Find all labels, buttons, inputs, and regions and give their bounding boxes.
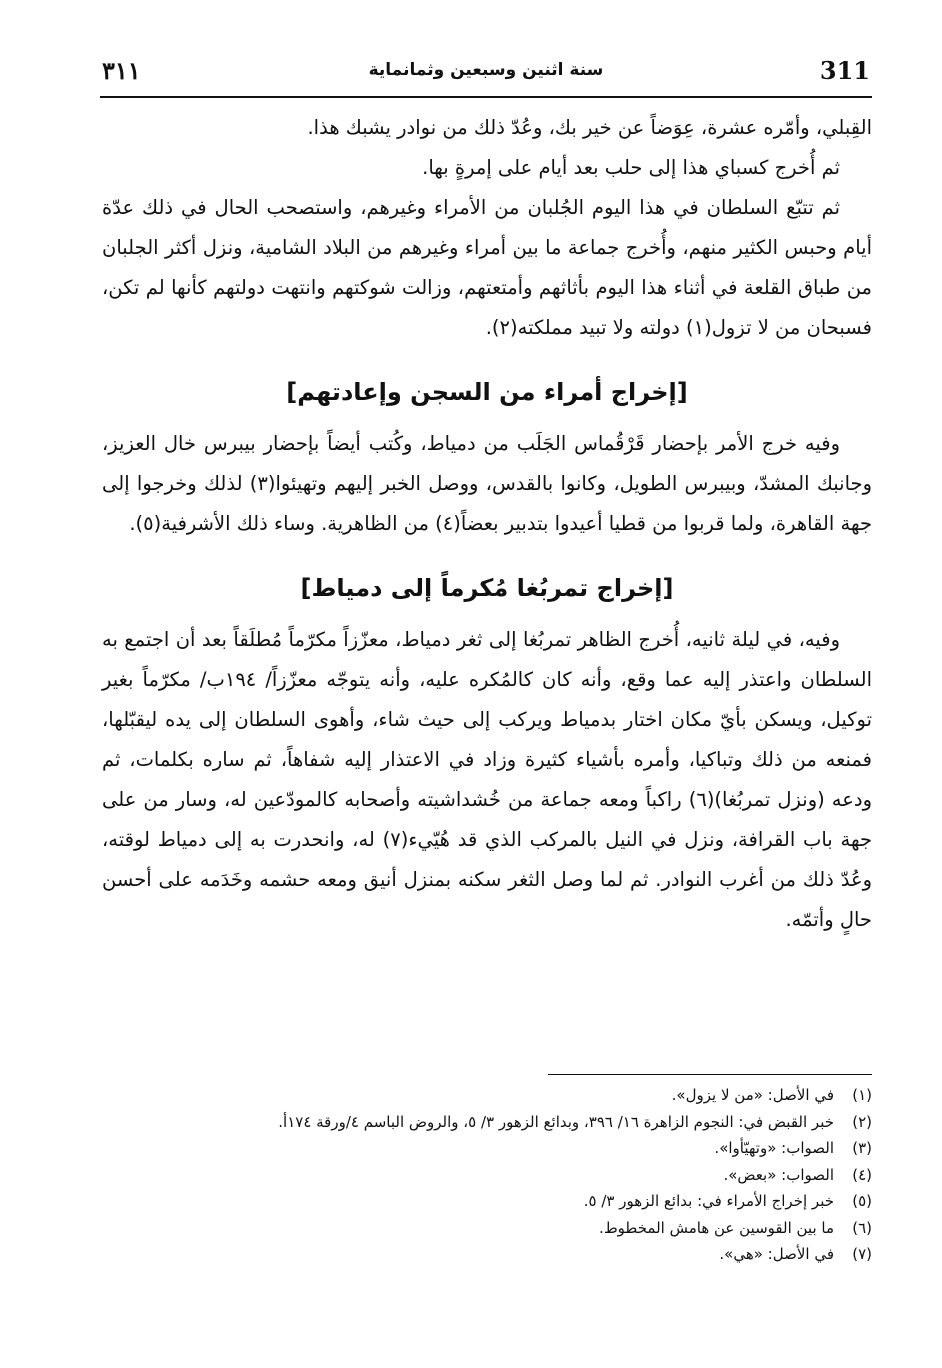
footnote — [102, 1188, 872, 1215]
footnote — [102, 1215, 872, 1242]
paragraph: القِبلي، وأمّره عشرة، عِوَضاً عن خير بك، وعُدّ ذلك من نوادر يشبك هذا. — [307, 116, 872, 139]
footnote-text: الصواب: «وتهيّأوا». — [714, 1139, 834, 1157]
footnote-number: (٤) — [852, 1165, 872, 1184]
footnote-number: (١) — [852, 1086, 872, 1104]
section-heading: [إخراج تمربُغا مُكرماً إلى دمياط] — [300, 574, 674, 602]
footnote — [102, 1162, 872, 1189]
footnote-text: خبر إخراج الأمراء في: بدائع الزهور ٣/ ٥. — [583, 1192, 834, 1210]
footnote — [102, 1135, 872, 1162]
footnote-text: خبر القبض في: النجوم الزاهرة ١٦/ ٣٩٦، وبدائع الزهور ٣/ ٥، والروض الباسم ٤/ورقة ١٧٤أ. — [278, 1112, 834, 1131]
footnote — [102, 1109, 872, 1136]
footnote-number: (٢) — [852, 1112, 872, 1131]
paragraph: وفيه خرج الأمر بإحضار قَرْقُماس الجَلَب من دمياط، وكُتب أيضاً بإحضار بيبرس خال العزيز، وجانبك المشدّ، وبيبرس الطويل، وكانوا بالقدس، ووصل الخبر إليهم وتهيئوا(٣) لذلك وخرجوا إلى جهة القاهرة، ولما قربوا من قطيا أعيدوا بتدبير بعضاً(٤) من الظاهرية. وساء ذلك الأشرفية(٥). — [102, 432, 872, 535]
paragraph: وفيه، في ليلة ثانيه، أُخرج الظاهر تمربُغا إلى ثغر دمياط، معزّزاً مكرّماً مُطلَقاً بعد أن اجتمع به السلطان واعتذر إليه عما وقع، وأنه كان كالمُكره عليه، وأنه يتوجّه معزّزاً/ ١٩٤ب/ مكرّماً بغير توكيل، ويسكن بأيّ مكان اختار بدمياط ويركب إلى حيث شاء، وأهوى السلطان إلى يده ليقبّلها، فمنعه من ذلك وتباكيا، وأمره بأشياء كثيرة وزاد في الاعتذار إليه شفاهاً، ثم ساره بكلمات، ثم ودعه (ونزل تمربُغا)(٦) راكباً ومعه جماعة من خُشداشيته وأصحابه كالمودّعين له، وسار من على جهة باب القرافة، ونزل في النيل بالمركب الذي قد هُيّيء(٧) له، وانحدرت به إلى دمياط لوقته، وعُدّ ذلك من أغرب النوادر. ثم لما وصل الثغر سكنه بمنزل أنيق ومعه حشمه وخَدَمه على أحسن حالٍ وأتمّه. — [102, 628, 873, 931]
footnote — [102, 1082, 872, 1109]
footnotes — [102, 1082, 872, 1268]
footnote-text: الصواب: «بعض». — [723, 1165, 834, 1184]
page-number: 311 — [819, 56, 870, 85]
section-heading: [إخراج أمراء من السجن وإعادتهم] — [286, 378, 688, 406]
page-header — [100, 52, 872, 98]
footnote-number: (٧) — [852, 1245, 872, 1263]
paragraph: ثم تتبّع السلطان في هذا اليوم الجُلبان من الأمراء وغيرهم، واستصحب الحال في ذلك عدّة أيام وحبس الكثير منهم، وأُخرج جماعة ما بين أمراء وغيرهم من البلاد الشامية، ونزل أكثر الجلبان من طباق القلعة في أثناء هذا اليوم بأثاثهم وأمتعتهم، وزالت شوكتهم وانتهت دولتهم كأنها لم تكن، فسبحان من لا تزول(١) دولته ولا تبيد مملكته(٢). — [102, 196, 872, 339]
running-title: سنة اثنين وسبعين وثمانماية — [368, 60, 604, 80]
footnote-number: (٣) — [852, 1139, 872, 1157]
footnote-text: في الأصل: «من لا يزول». — [671, 1086, 834, 1104]
paragraph: ثم أُخرج كسباي هذا إلى حلب بعد أيام على إمرةٍ بها. — [422, 156, 840, 179]
footnote — [102, 1241, 872, 1268]
footnote-separator — [548, 1074, 872, 1075]
footnote-text: في الأصل: «هي». — [719, 1245, 834, 1263]
page-number-arabic: ٣١١ — [102, 56, 141, 85]
footnote-number: (٥) — [852, 1192, 872, 1210]
footnote-number: (٦) — [852, 1218, 872, 1237]
footnote-text: ما بين القوسين عن هامش المخطوط. — [599, 1218, 834, 1237]
main-text — [102, 108, 872, 940]
